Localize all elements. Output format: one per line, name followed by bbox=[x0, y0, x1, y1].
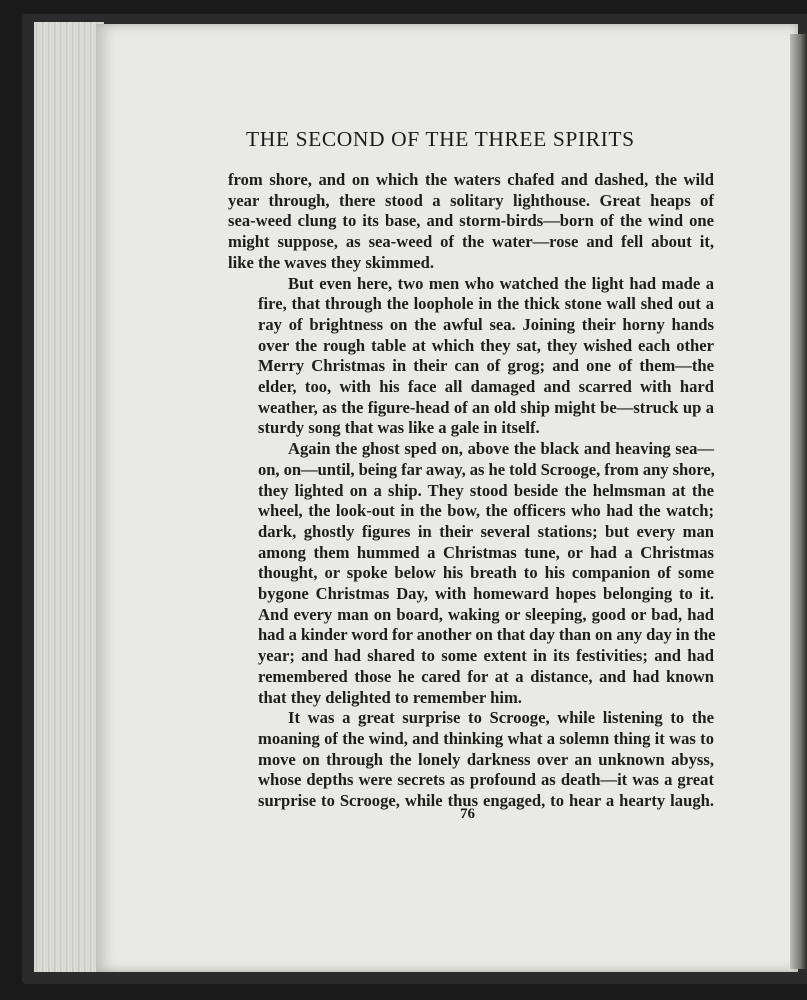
text-line: from shore, and on which the waters chafed and dashed, the wild bbox=[228, 170, 714, 189]
text-line: dark, ghostly figures in their several stations; but every man bbox=[258, 521, 714, 541]
text-line: But even here, two men who watched the light had made a bbox=[288, 273, 714, 293]
text-line: like the waves they skimmed. bbox=[228, 252, 435, 272]
paragraph-1 bbox=[228, 170, 714, 274]
body-text bbox=[228, 170, 714, 812]
text-line: thought, or spoke below his breath to his companion of some bbox=[258, 563, 714, 583]
text-line: sea-weed clung to its base, and storm-birds—born of the wind one bbox=[228, 211, 714, 231]
text-line: sturdy song that was like a gale in itself. bbox=[258, 418, 540, 438]
text-line: that they delighted to remember him. bbox=[258, 687, 522, 707]
text-line: wheel, the look-out in the bow, the officers who had the watch; bbox=[258, 501, 714, 521]
text-line: Again the ghost sped on, above the black and heaving sea— bbox=[288, 439, 714, 459]
text-line: year; and had shared to some extent in its festivities; and had bbox=[258, 646, 714, 666]
text-line: move on through the lonely darkness over an unknown abyss, bbox=[258, 749, 714, 769]
page-edges bbox=[34, 22, 104, 972]
text-line: moaning of the wind, and thinking what a solemn thing it was to bbox=[258, 728, 714, 748]
running-head: THE SECOND OF THE THREE SPIRITS bbox=[246, 127, 635, 151]
text-line: Merry Christmas in their can of grog; and one of them—the bbox=[258, 356, 714, 376]
paragraph-4 bbox=[228, 708, 714, 812]
text-line: they lighted on a ship. They stood beside the helmsman at the bbox=[258, 480, 714, 500]
text-line: And every man on board, waking or sleeping, good or bad, had bbox=[258, 604, 714, 624]
text-line: remembered those he cared for at a distance, and had known bbox=[258, 666, 714, 686]
text-line: bygone Christmas Day, with homeward hopes belonging to it. bbox=[258, 584, 714, 604]
text-line: fire, that through the loophole in the thick stone wall shed out a bbox=[258, 294, 714, 314]
text-line: year through, there stood a solitary lighthouse. Great heaps of bbox=[228, 190, 714, 210]
text-line: had a kinder word for another on that day than on any day in the bbox=[258, 625, 716, 645]
text-line: elder, too, with his face all damaged and scarred with hard bbox=[258, 377, 714, 397]
text-line: over the rough table at which they sat, they wished each other bbox=[258, 335, 714, 355]
page-number: 76 bbox=[460, 806, 475, 822]
paragraph-3 bbox=[228, 439, 714, 708]
text-line: on, on—until, being far away, as he told Scrooge, from any shore, bbox=[258, 459, 715, 479]
paragraph-2 bbox=[228, 274, 714, 440]
text-line: It was a great surprise to Scrooge, while listening to the bbox=[288, 708, 714, 728]
text-line: might suppose, as sea-weed of the water—rose and fell about it, bbox=[228, 232, 714, 252]
text-line: surprise to Scrooge, while thus engaged, to hear a hearty laugh. bbox=[258, 791, 714, 811]
text-line: among them hummed a Christmas tune, or had a Christmas bbox=[258, 542, 714, 562]
text-line: weather, as the figure-head of an old ship might be—struck up a bbox=[258, 397, 714, 417]
text-line: ray of brightness on the awful sea. Joining their horny hands bbox=[258, 314, 714, 334]
text-line: whose depths were secrets as profound as death—it was a great bbox=[258, 770, 714, 790]
page-gutter-edge bbox=[790, 34, 807, 969]
